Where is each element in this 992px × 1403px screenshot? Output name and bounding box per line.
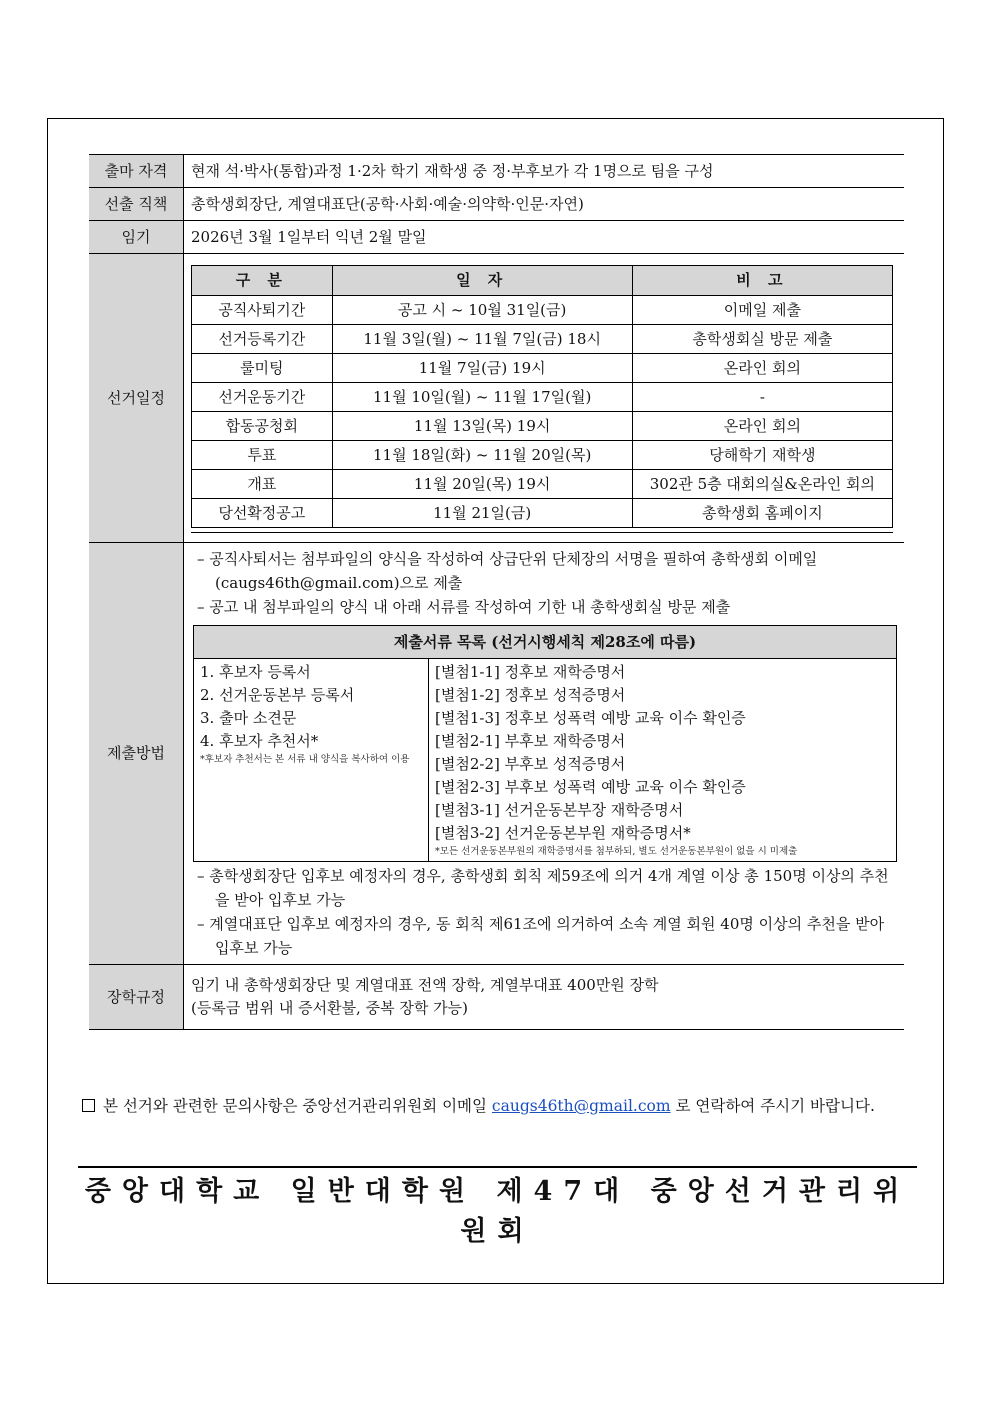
schedule-date: 11월 18일(화) ~ 11월 20일(목) [332, 441, 632, 470]
positions-row [89, 188, 904, 221]
scholarship-line-2: (등록금 범위 내 증서환불, 중복 장학 가능) [191, 999, 468, 1017]
term-label: 임기 [89, 221, 184, 254]
positions-value: 총학생회장단, 계열대표단(공학·사회·예술·의약학·인문·자연) [184, 188, 905, 221]
schedule-note: 이메일 제출 [632, 296, 892, 325]
positions-label: 선출 직책 [89, 188, 184, 221]
schedule-label: 선거일정 [89, 254, 184, 543]
attachment-item: [별첨3-1] 선거운동본부장 재학증명서 [435, 801, 684, 819]
attachment-item: [별첨1-3] 정후보 성폭력 예방 교육 이수 확인증 [435, 709, 746, 727]
submission-cell [184, 543, 905, 965]
schedule-category: 합동공청회 [192, 412, 333, 441]
documents-title: 제출서류 목록 (선거시행세칙 제28조에 따름) [194, 626, 897, 659]
schedule-table [191, 265, 893, 528]
submission-bullet-4: – 계열대표단 입후보 예정자의 경우, 동 회칙 제61조에 의거하여 소속 계열 회원 40명 이상의 추천을 받아 입후보 가능 [197, 915, 885, 957]
scholarship-label: 장학규정 [89, 965, 184, 1030]
submission-bullet-2: – 공고 내 첨부파일의 양식 내 아래 서류를 작성하여 기한 내 총학생회실 방문 제출 [197, 598, 731, 616]
schedule-date: 11월 7일(금) 19시 [332, 354, 632, 383]
checkbox-bullet-icon [82, 1099, 95, 1112]
schedule-header-date: 일 자 [332, 266, 632, 296]
schedule-category: 공직사퇴기간 [192, 296, 333, 325]
inquiry-notice [82, 1092, 912, 1120]
schedule-row-item [192, 470, 893, 499]
schedule-row-item [192, 499, 893, 528]
notice-text-after: 로 연락하여 주시기 바랍니다. [670, 1097, 875, 1115]
schedule-date: 11월 13일(목) 19시 [332, 412, 632, 441]
schedule-category: 선거운동기간 [192, 383, 333, 412]
attachment-item: [별첨2-2] 부후보 성적증명서 [435, 755, 626, 773]
schedule-note: 총학생회 홈페이지 [632, 499, 892, 528]
attachment-item: [별첨3-2] 선거운동본부원 재학증명서* [435, 824, 691, 842]
schedule-note: 302관 5층 대회의실&온라인 회의 [632, 470, 892, 499]
submission-bullet-1: – 공직사퇴서는 첨부파일의 양식을 작성하여 상급단위 단체장의 서명을 필하여 총학생회 이메일(caugs46th@gmail.com)으로 제출 [197, 550, 818, 592]
schedule-date: 11월 20일(목) 19시 [332, 470, 632, 499]
notice-text-before: 본 선거와 관련한 문의사항은 중앙선거관리위원회 이메일 [103, 1097, 492, 1115]
document-item: 3. 출마 소견문 [200, 709, 297, 727]
documents-table [193, 625, 897, 862]
schedule-header-note: 비 고 [632, 266, 892, 296]
schedule-date: 공고 시 ~ 10월 31일(금) [332, 296, 632, 325]
attachment-item: [별첨1-1] 정후보 재학증명서 [435, 663, 626, 681]
schedule-note: 총학생회실 방문 제출 [632, 325, 892, 354]
scholarship-line-1: 임기 내 총학생회장단 및 계열대표 전액 장학, 계열부대표 400만원 장학 [191, 976, 659, 994]
submission-bullet-3: – 총학생회장단 입후보 예정자의 경우, 총학생회 회칙 제59조에 의거 4개 계열 이상 총 150명 이상의 추천을 받아 입후보 가능 [197, 867, 889, 909]
schedule-date: 11월 21일(금) [332, 499, 632, 528]
submission-row [89, 543, 904, 965]
schedule-row-item [192, 441, 893, 470]
term-value: 2026년 3월 1일부터 익년 2월 말일 [184, 221, 905, 254]
schedule-row-item [192, 383, 893, 412]
submission-label: 제출방법 [89, 543, 184, 965]
schedule-row-item [192, 354, 893, 383]
schedule-category: 개표 [192, 470, 333, 499]
schedule-row-item [192, 296, 893, 325]
qualification-value: 현재 석·박사(통합)과정 1·2차 학기 재학생 중 정·부후보가 각 1명으로 팀을 구성 [184, 155, 905, 188]
schedule-note: - [632, 383, 892, 412]
election-info-table [89, 154, 904, 1030]
schedule-category: 당선확정공고 [192, 499, 333, 528]
documents-left-note: *후보자 추천서는 본 서류 내 양식을 복사하여 이용 [200, 754, 410, 765]
schedule-cell [184, 254, 905, 543]
qualification-label: 출마 자격 [89, 155, 184, 188]
document-item: 2. 선거운동본부 등록서 [200, 686, 355, 704]
attachment-item: [별첨2-1] 부후보 재학증명서 [435, 732, 626, 750]
schedule-header-row [192, 266, 893, 296]
schedule-date: 11월 10일(월) ~ 11월 17일(월) [332, 383, 632, 412]
documents-right-list [429, 659, 897, 862]
footer-divider [78, 1166, 917, 1168]
scholarship-row [89, 965, 904, 1030]
schedule-header-category: 구 분 [192, 266, 333, 296]
schedule-row [89, 254, 904, 543]
term-row [89, 221, 904, 254]
documents-right-note: *모든 선거운동본부원의 재학증명서를 첨부하되, 별도 선거운동본부원이 없을 시 미제출 [435, 846, 798, 857]
schedule-bottom-rule [191, 528, 893, 533]
attachment-item: [별첨2-3] 부후보 성폭력 예방 교육 이수 확인증 [435, 778, 746, 796]
schedule-row-item [192, 325, 893, 354]
document-item: 1. 후보자 등록서 [200, 663, 311, 681]
schedule-category: 선거등록기간 [192, 325, 333, 354]
scholarship-cell [184, 965, 905, 1030]
schedule-category: 룰미팅 [192, 354, 333, 383]
schedule-date: 11월 3일(월) ~ 11월 7일(금) 18시 [332, 325, 632, 354]
document-item: 4. 후보자 추천서* [200, 732, 319, 750]
attachment-item: [별첨1-2] 정후보 성적증명서 [435, 686, 626, 704]
schedule-category: 투표 [192, 441, 333, 470]
qualification-row [89, 155, 904, 188]
committee-title: 중앙대학교 일반대학원 제47대 중앙선거관리위원회 [84, 1176, 911, 1247]
schedule-note: 온라인 회의 [632, 354, 892, 383]
documents-left-list [194, 659, 429, 862]
schedule-note: 당해학기 재학생 [632, 441, 892, 470]
contact-email-link[interactable]: caugs46th@gmail.com [491, 1097, 671, 1115]
schedule-row-item [192, 412, 893, 441]
schedule-note: 온라인 회의 [632, 412, 892, 441]
